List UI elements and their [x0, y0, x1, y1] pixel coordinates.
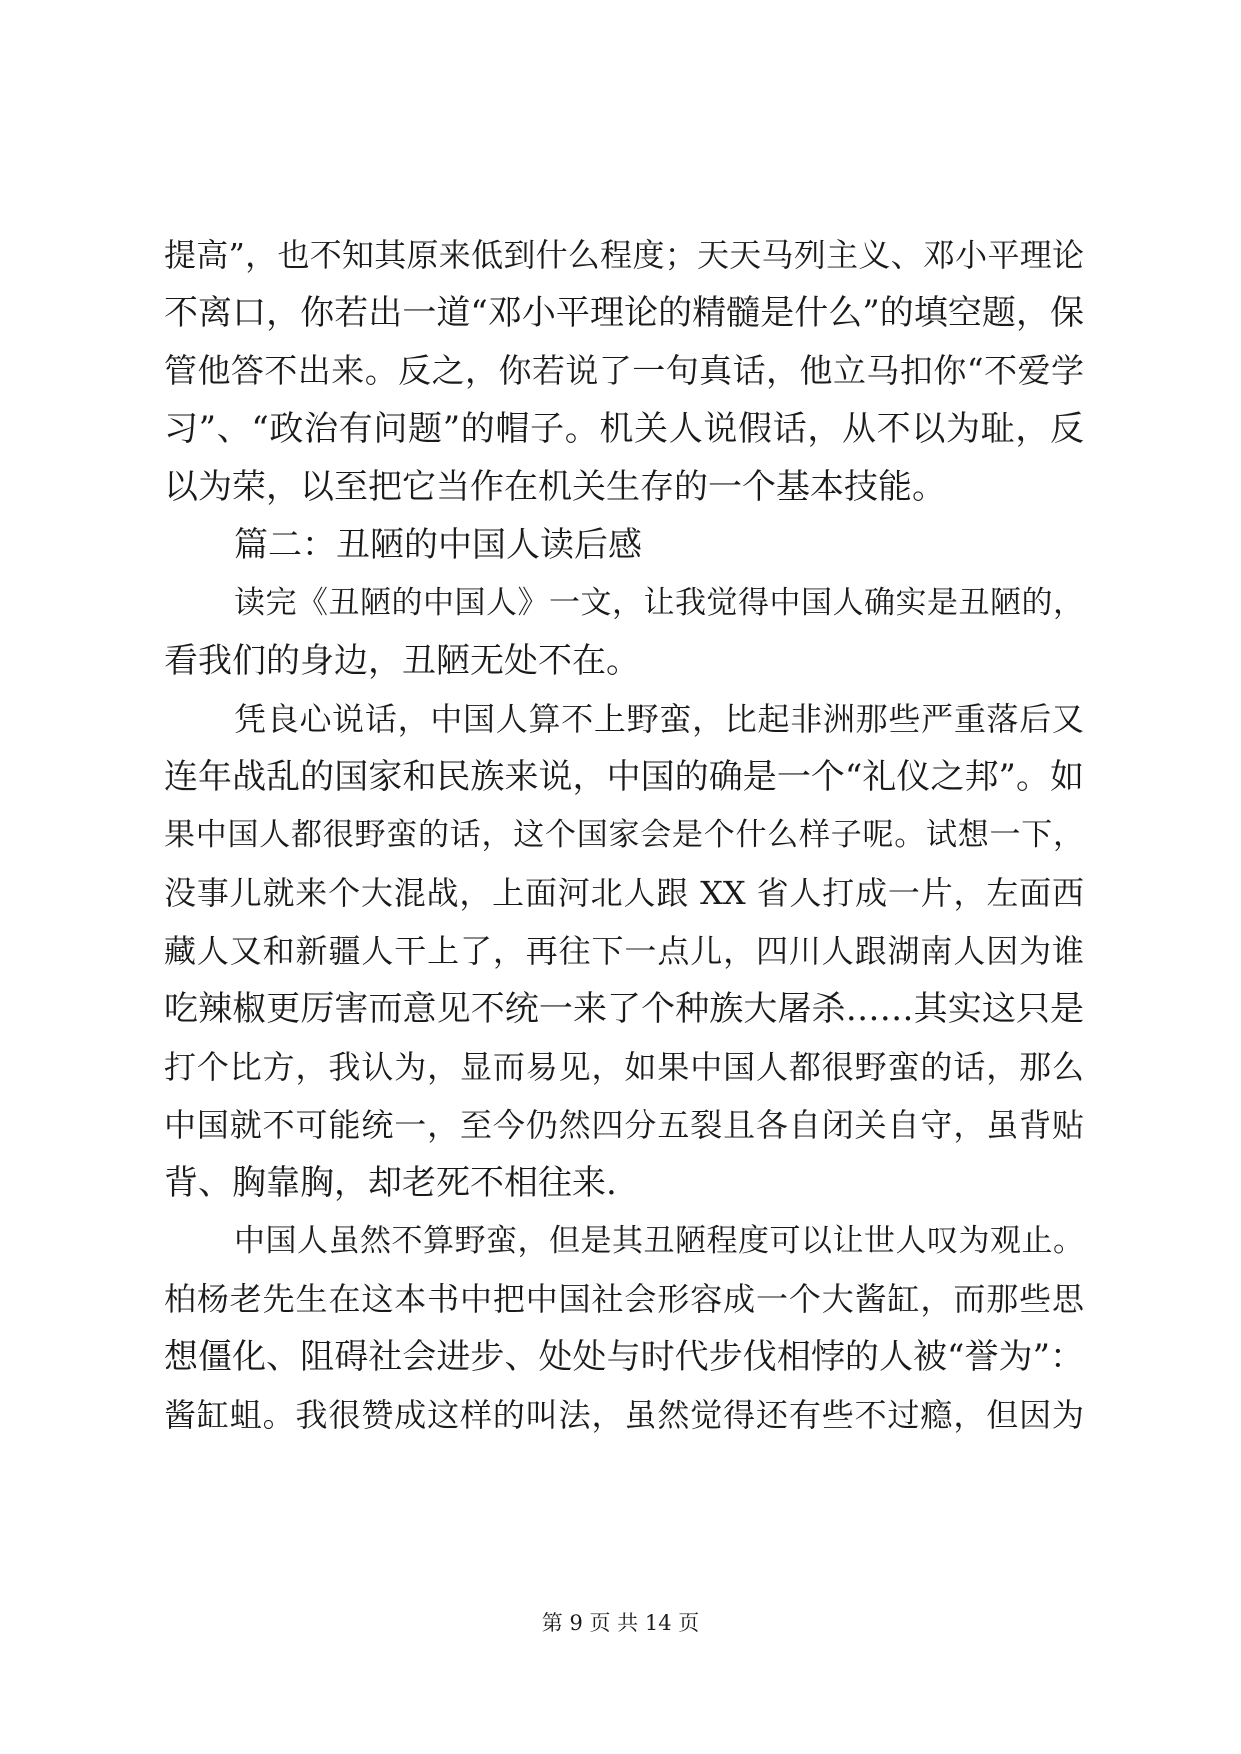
text-line: 管他答不出来。反之，你若说了一句真话，他立马扣你“不爱学 — [164, 351, 1084, 390]
paragraph-start-line: 中国人虽然不算野蛮，但是其丑陋程度可以让世人叹为观止。 — [234, 1223, 1084, 1259]
body-text — [164, 226, 1084, 1444]
text-line: 酱缸蛆。我很赞成这样的叫法，虽然觉得还有些不过瘾，但因为 — [164, 1396, 1084, 1434]
text-line: 柏杨老先生在这本书中把中国社会形容成一个大酱缸，而那些思 — [164, 1280, 1084, 1318]
paragraph-start-line: 篇二：丑陋的中国人读后感 — [234, 525, 642, 565]
text-line: 藏人又和新疆人干上了，再往下一点儿，四川人跟湖南人因为谁 — [164, 932, 1084, 970]
text-line: 连年战乱的国家和民族来说，中国的确是一个“礼仪之邦”。如 — [164, 757, 1084, 797]
text-line: 提高”，也不知其原来低到什么程度；天天马列主义、邓小平理论 — [164, 236, 1084, 274]
page-footer: 第 9 页 共 14 页 — [541, 1611, 700, 1635]
text-line: 背、胸靠胸，却老死不相往来. — [164, 1163, 617, 1203]
text-line: 果中国人都很野蛮的话，这个国家会是个什么样子呢。试想一下， — [164, 817, 1084, 853]
text-line: 吃辣椒更厉害而意见不统一来了个种族大屠杀……其实这只是 — [164, 989, 1084, 1029]
text-line: 习”、“政治有问题”的帽子。机关人说假话，从不以为耻，反 — [164, 409, 1084, 449]
text-line: 想僵化、阻碍社会进步、处处与时代步伐相悖的人被“誉为”： — [164, 1337, 1084, 1377]
paragraph-start-line: 凭良心说话，中国人算不上野蛮，比起非洲那些严重落后又 — [234, 700, 1084, 738]
text-line: 打个比方，我认为，显而易见，如果中国人都很野蛮的话，那么 — [164, 1048, 1084, 1086]
text-line: 不离口，你若出一道“邓小平理论的精髓是什么”的填空题，保 — [164, 293, 1084, 333]
paragraph-start-line: 读完《丑陋的中国人》一文，让我觉得中国人确实是丑陋的， — [234, 585, 1084, 621]
text-line: 以为荣，以至把它当作在机关生存的一个基本技能。 — [164, 467, 946, 507]
text-line: 看我们的身边，丑陋无处不在。 — [164, 641, 640, 681]
text-line: 没事儿就来个大混战，上面河北人跟 XX 省人打成一片，左面西 — [164, 874, 1084, 912]
text-line: 中国就不可能统一，至今仍然四分五裂且各自闭关自守，虽背贴 — [164, 1106, 1084, 1144]
